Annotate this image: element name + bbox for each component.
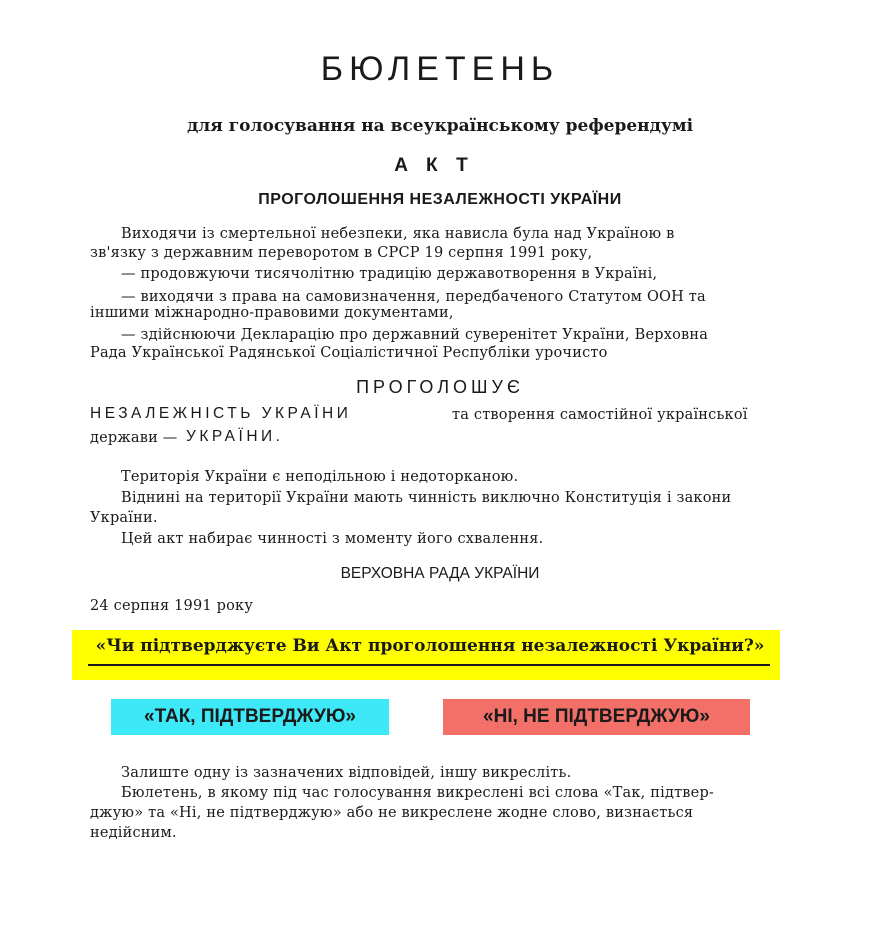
- act-subheading: ПРОГОЛОШЕННЯ НЕЗАЛЕЖНОСТІ УКРАЇНИ: [258, 191, 622, 208]
- preamble-line: Рада Української Радянської Соціалістичної Республіки урочисто: [90, 345, 608, 361]
- instruction-line: Залиште одну із зазначених відповідей, іншу викресліть.: [121, 765, 572, 781]
- question-underline: [88, 664, 770, 666]
- act-heading: АКТ: [394, 155, 486, 176]
- issuer: ВЕРХОВНА РАДА УКРАЇНИ: [340, 565, 540, 582]
- state-prefix: держави —: [90, 430, 178, 446]
- independence-emphasis: НЕЗАЛЕЖНІСТЬ УКРАЇНИ: [90, 405, 352, 422]
- preamble-line: — виходячи з права на самовизначення, передбаченого Статутом ООН та: [121, 289, 706, 305]
- preamble-line: зв'язку з державним переворотом в СРСР 19 серпня 1991 року,: [90, 245, 593, 261]
- preamble-line: Виходячи із смертельної небезпеки, яка нависла була над Україною в: [121, 226, 675, 242]
- ballot-subtitle: для голосування на всеукраїнському референдумі: [186, 116, 694, 136]
- independence-rest: та створення самостійної української: [452, 407, 748, 423]
- date: 24 серпня 1991 року: [90, 598, 254, 614]
- preamble-line: — здійснюючи Декларацію про державний суверенітет України, Верховна: [121, 327, 709, 343]
- instruction-line: джую» та «Ні, не підтверджую» або не викреслене жодне слово, визнається: [90, 805, 694, 821]
- no-answer-label[interactable]: «НІ, НЕ ПІДТВЕРДЖУЮ»: [483, 706, 710, 727]
- preamble-line: — продовжуючи тисячолітню традицію державотворення в Україні,: [121, 266, 658, 282]
- provision-line: Територія України є неподільною і недоторканою.: [121, 469, 519, 485]
- ballot-title: БЮЛЕТЕНЬ: [320, 50, 560, 88]
- state-name: УКРАЇНИ.: [186, 428, 284, 445]
- preamble-line: іншими міжнародно-правовими документами,: [90, 305, 454, 321]
- provision-line: Цей акт набирає чинності з моменту його схвалення.: [121, 531, 544, 547]
- instruction-line: недійсним.: [90, 825, 177, 841]
- instruction-line: Бюлетень, в якому під час голосування викреслені всі слова «Так, підтвер-: [121, 785, 715, 801]
- yes-answer-label[interactable]: «ТАК, ПІДТВЕРДЖУЮ»: [144, 706, 356, 727]
- provision-line: України.: [90, 510, 158, 526]
- provision-line: Віднині на території України мають чинність виключно Конституція і закони: [121, 490, 732, 506]
- proclaims-heading: ПРОГОЛОШУЄ: [356, 377, 524, 397]
- referendum-question: «Чи підтверджуєте Ви Акт проголошення незалежності України?»: [95, 636, 765, 656]
